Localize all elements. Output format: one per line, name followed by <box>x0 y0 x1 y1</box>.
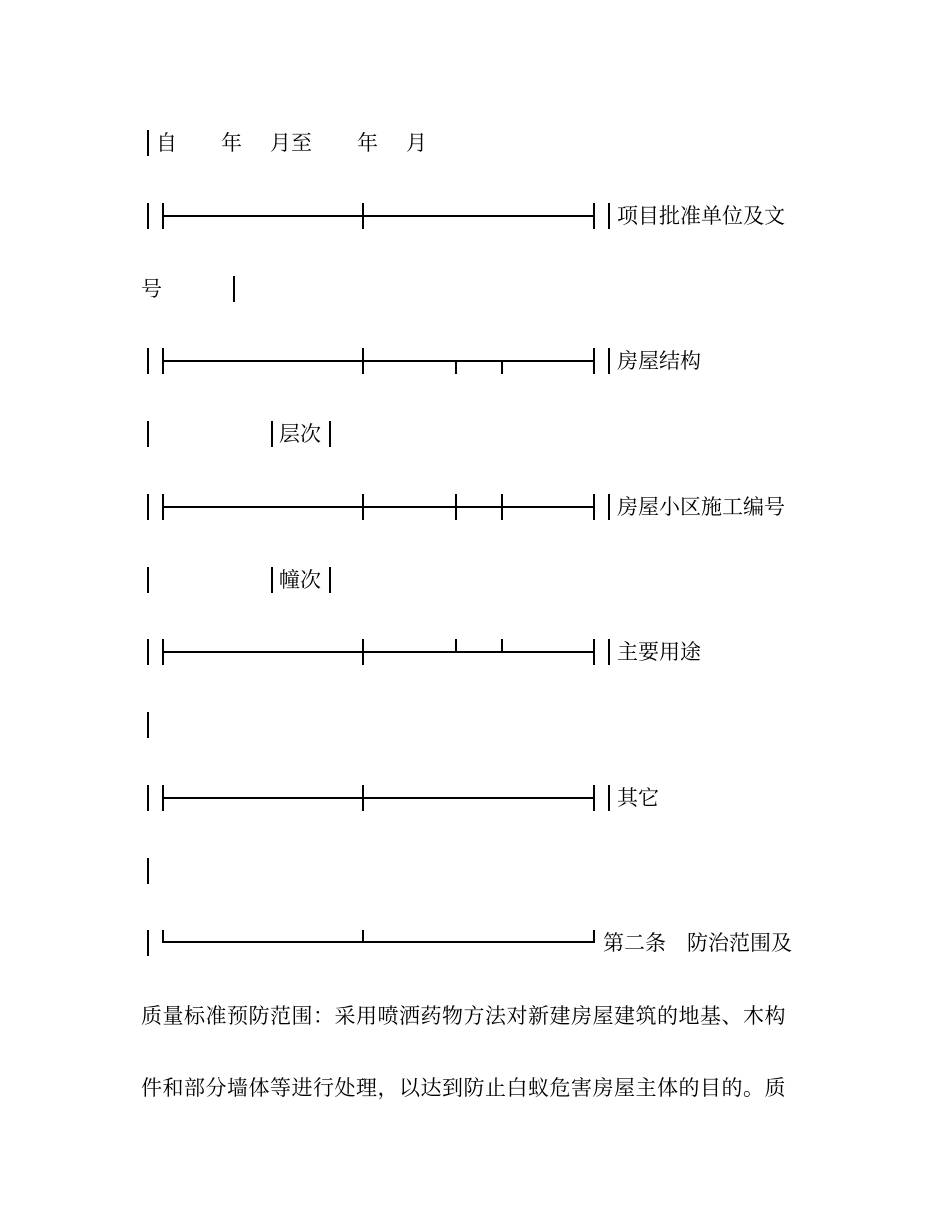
table-border <box>147 130 149 156</box>
table-border <box>608 639 610 665</box>
table-border <box>147 858 149 884</box>
date-year-2: 年 <box>357 131 378 155</box>
table-border <box>271 421 273 447</box>
table-junction <box>455 361 457 374</box>
date-month-to: 月至 <box>270 131 312 155</box>
field-other: 其它 <box>617 786 659 810</box>
table-junction <box>362 203 364 229</box>
table-border <box>147 348 149 374</box>
table-border <box>147 712 149 738</box>
field-buildings: 幢次 <box>279 568 321 592</box>
table-border <box>147 203 149 229</box>
article-body-line: 件和部分墙体等进行处理，以达到防止白蚁危害房屋主体的目的。质 <box>141 1076 786 1100</box>
table-junction <box>501 639 503 652</box>
date-year-1: 年 <box>221 131 242 155</box>
table-border <box>608 348 610 374</box>
table-border <box>147 421 149 447</box>
table-junction <box>362 785 364 811</box>
table-border <box>271 567 273 593</box>
table-border <box>147 785 149 811</box>
table-border <box>147 930 149 956</box>
table-border <box>329 567 331 593</box>
table-junction <box>362 639 364 665</box>
table-rule <box>162 215 594 217</box>
table-border <box>593 639 595 665</box>
date-from: 自 <box>156 131 177 155</box>
table-junction <box>501 494 503 520</box>
field-construction-number: 房屋小区施工编号 <box>617 495 785 519</box>
table-junction <box>455 639 457 652</box>
date-month-2: 月 <box>406 131 427 155</box>
table-junction <box>362 930 364 943</box>
table-border <box>593 203 595 229</box>
table-junction <box>362 494 364 520</box>
table-rule <box>162 941 594 943</box>
table-border <box>593 494 595 520</box>
table-junction <box>455 494 457 520</box>
table-border <box>233 276 235 302</box>
table-junction <box>593 930 595 943</box>
table-rule <box>162 506 594 508</box>
table-border <box>147 639 149 665</box>
table-rule <box>162 797 594 799</box>
table-rule <box>162 651 594 653</box>
table-junction <box>501 361 503 374</box>
article-body-line: 质量标准预防范围：采用喷洒药物方法对新建房屋建筑的地基、木构 <box>141 1004 786 1028</box>
table-border <box>608 494 610 520</box>
table-rule <box>162 360 594 362</box>
field-structure: 房屋结构 <box>617 349 701 373</box>
table-junction <box>362 348 364 374</box>
field-approval-unit-cont: 号 <box>141 277 162 301</box>
article-heading: 第二条 防治范围及 <box>603 931 792 955</box>
table-border <box>608 785 610 811</box>
table-border <box>329 421 331 447</box>
table-border <box>147 494 149 520</box>
field-floors: 层次 <box>279 422 321 446</box>
table-border <box>593 348 595 374</box>
field-approval-unit: 项目批准单位及文 <box>617 204 785 228</box>
table-border <box>593 785 595 811</box>
table-border <box>608 203 610 229</box>
table-border <box>147 567 149 593</box>
field-main-use: 主要用途 <box>617 640 701 664</box>
